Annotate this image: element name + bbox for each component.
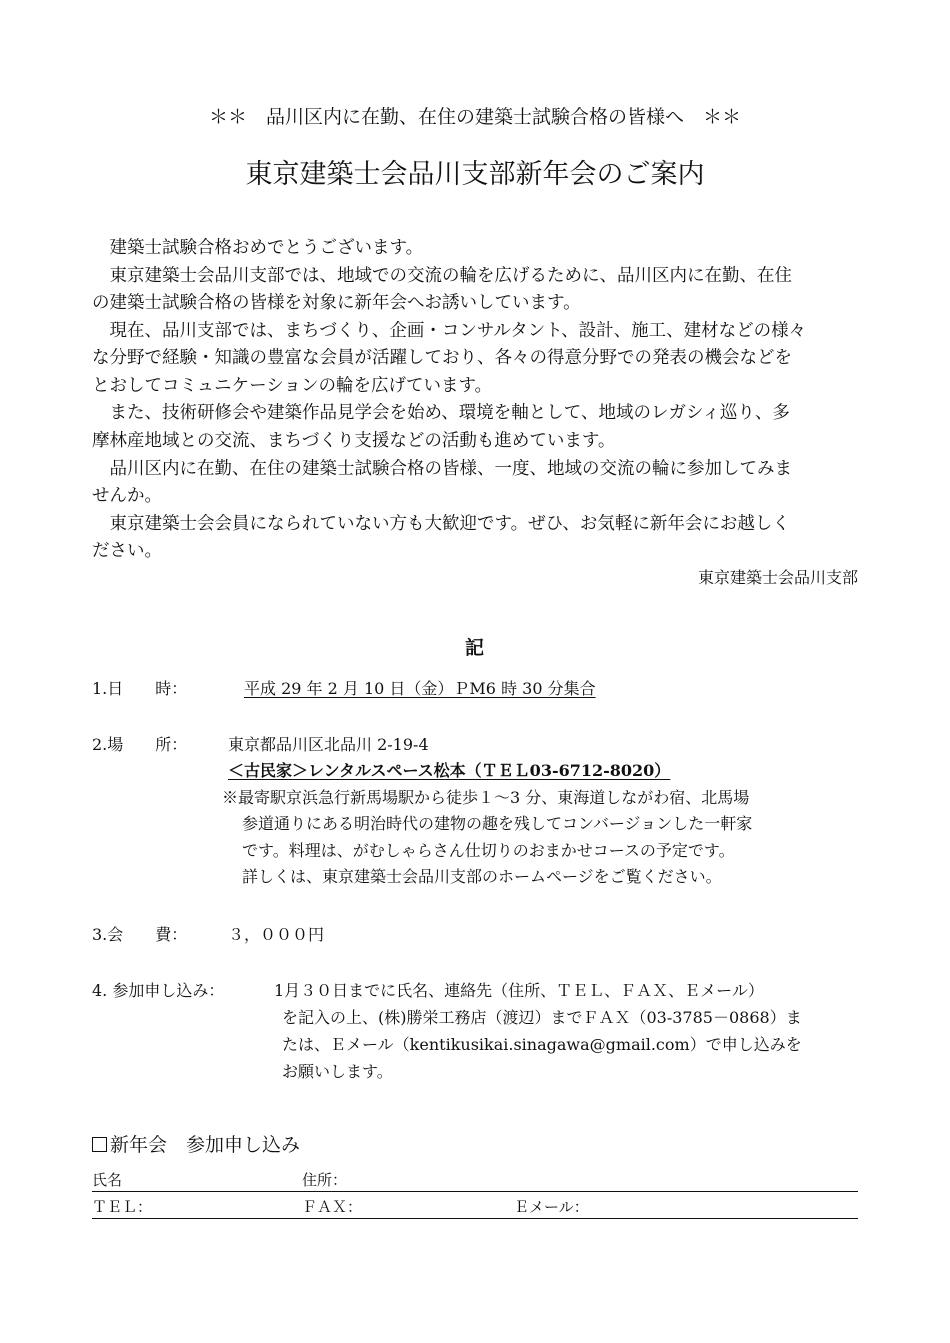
date-value: 平成 29 年 2 月 10 日（金）ＰM6 時 30 分集合 xyxy=(244,679,596,698)
name-field-label: 氏名 xyxy=(92,1171,123,1189)
body-line: せんか。 xyxy=(92,486,162,506)
form-row-contact xyxy=(92,1194,858,1219)
apply-line: お願いします。 xyxy=(282,1062,393,1081)
fee-value: ３，０００円 xyxy=(228,925,325,944)
fee-label: 3.会 費： xyxy=(92,925,188,944)
checkbox-icon xyxy=(92,1137,107,1152)
date-label: 1.日 時： xyxy=(92,679,188,698)
header-line: ＊＊ 品川区内に在勤、在住の建築士試験合格の皆様へ ＊＊ xyxy=(208,106,741,128)
ki-heading: 記 xyxy=(465,637,485,659)
apply-line: を記入の上、(株)勝栄工務店（渡辺）までＦＡＸ（03-3785－0868）ま xyxy=(282,1008,802,1027)
fax-field-label: ＦＡＸ： xyxy=(302,1198,363,1216)
body-line: 建築士試験合格おめでとうございます。 xyxy=(92,238,424,258)
body-line: 東京建築士会会員になられていない方も大歓迎です。ぜひ、お気軽に新年会にお越しく xyxy=(92,514,790,534)
place-label: 2.場 所： xyxy=(92,735,188,754)
body-line: とおしてコミュニケーションの輪を広げています。 xyxy=(92,376,493,396)
form-title-text: 新年会 参加申し込み xyxy=(110,1134,301,1156)
body-line: 品川区内に在勤、在住の建築士試験合格の皆様、一度、地域の交流の輪に参加してみま xyxy=(92,459,792,479)
body-line: ださい。 xyxy=(92,541,162,561)
body-line: また、技術研修会や建築作品見学会を始め、環境を軸として、地域のレガシィ巡り、多 xyxy=(92,403,790,423)
signature: 東京建築士会品川支部 xyxy=(697,568,858,587)
address-field-label: 住所： xyxy=(302,1171,348,1189)
body-line: の建築士試験合格の皆様を対象に新年会へお誘いしています。 xyxy=(92,293,581,313)
body-line: 摩林産地域との交流、まちづくり支援などの活動も進めています。 xyxy=(92,431,616,451)
page-title: 東京建築士会品川支部新年会のご案内 xyxy=(245,159,705,190)
body-line: 現在、品川支部では、まちづくり、企画・コンサルタント、設計、施工、建材などの様々 xyxy=(92,321,807,341)
form-title xyxy=(92,1130,300,1157)
apply-line: 1月３０日までに氏名、連絡先（住所、ＴＥＬ、ＦＡＸ、Ｅメール） xyxy=(274,981,764,1000)
tel-field-label: ＴＥＬ： xyxy=(92,1198,153,1216)
place-note: 参道通りにある明治時代の建物の趣を残してコンバージョンした一軒家 xyxy=(242,814,753,833)
form-row-name xyxy=(92,1167,858,1192)
place-address: 東京都品川区北品川 2-19-4 xyxy=(228,735,429,754)
place-note: 詳しくは、東京建築士会品川支部のホームページをご覧ください。 xyxy=(242,867,722,886)
apply-label: 4. 参加申し込み： xyxy=(92,981,225,1000)
body-line: 東京建築士会品川支部では、地域での交流の輪を広げるために、品川区内に在勤、在住 xyxy=(92,266,792,286)
place-note: です。料理は、がむしゃらさん仕切りのおまかせコースの予定です。 xyxy=(242,841,735,860)
body-line: な分野で経験・知識の豊富な会員が活躍しており、各々の得意分野での発表の機会などを xyxy=(92,348,792,368)
apply-line: たは、Ｅメール（kentikusikai.sinagawa@gmail.com）で申し込みを xyxy=(282,1035,802,1054)
venue-name: ＜古民家＞レンタルスペース松本（ＴＥＬ03-6712-8020） xyxy=(228,761,671,780)
email-field-label: Ｅメール： xyxy=(514,1198,589,1216)
place-note: ※最寄駅京浜急行新馬場駅から徒歩１～3 分、東海道しながわ宿、北馬場 xyxy=(222,788,750,807)
